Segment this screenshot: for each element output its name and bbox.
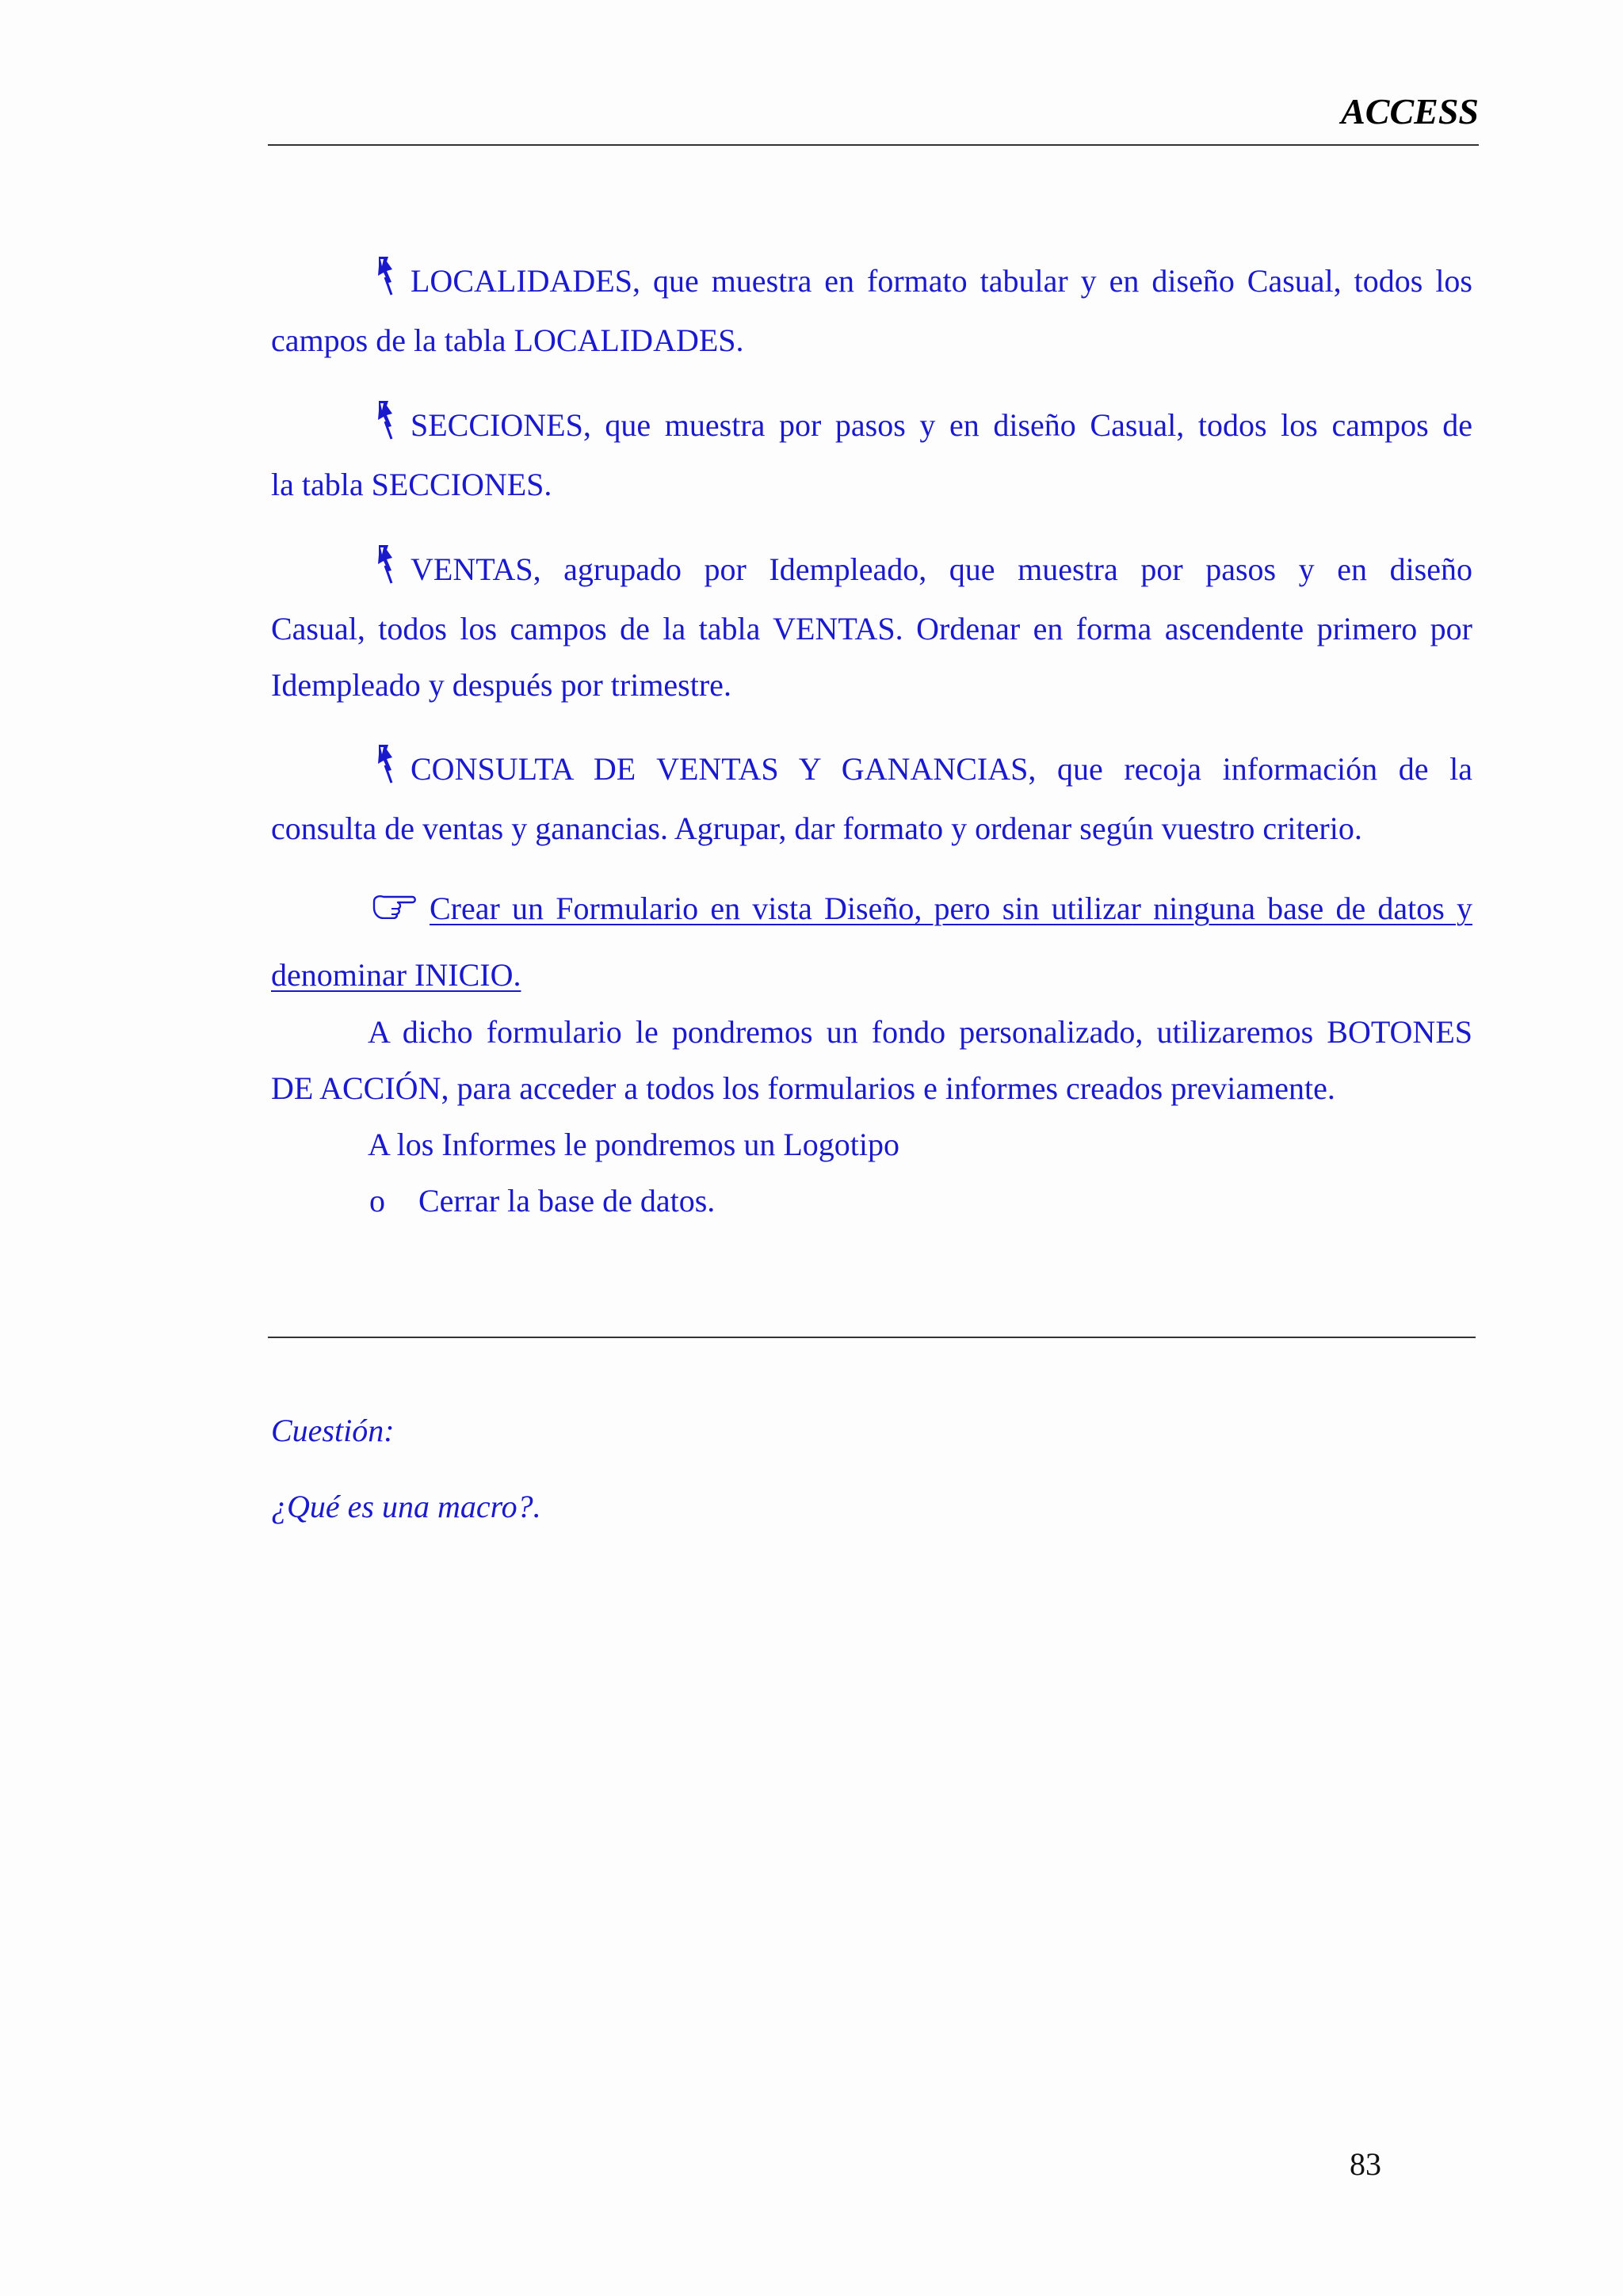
report-item-line: CONSULTA DE VENTAS Y GANANCIAS, que recoja información de la [411,751,1472,787]
report-item-line: VENTAS, agrupado por Idempleado, que muestra por pasos y en diseño [411,551,1472,587]
bullet-marker: o [369,1183,385,1219]
report-item-line: la tabla SECCIONES. [271,467,552,502]
pushpin-icon [371,743,401,784]
report-item-line: Casual, todos los campos de la tabla VENTAS. Ordenar en forma ascendente primero por [271,611,1472,646]
report-item-line: consulta de ventas y ganancias. Agrupar, dar formato y ordenar según vuestro criterio. [271,810,1362,846]
form-task-line: Crear un Formulario en vista Diseño, pero sin utilizar ninguna base de datos y [430,891,1472,926]
question-label: Cuestión: [271,1413,395,1448]
form-details-line: DE ACCIÓN, para acceder a todos los formularios e informes creados previamente. [271,1070,1335,1106]
pushpin-icon [371,543,401,585]
form-task-line: denominar INICIO. [271,957,521,993]
close-step-text: Cerrar la base de datos. [418,1183,716,1219]
form-details-line: A dicho formulario le pondremos un fondo personalizado, utilizaremos BOTONES [368,1014,1472,1050]
pushpin-icon [371,255,401,296]
page-header-title: ACCESS [1341,91,1479,132]
pushpin-icon [371,399,401,441]
page-number: 83 [1350,2146,1381,2182]
report-item-line: LOCALIDADES, que muestra en formato tabular y en diseño Casual, todos los [411,263,1472,299]
section-divider [268,1337,1476,1338]
report-item-line: SECCIONES, que muestra por pasos y en diseño Casual, todos los campos de [411,407,1472,443]
form-details-line: A los Informes le pondremos un Logotipo [368,1127,900,1162]
report-item-line: Idempleado y después por trimestre. [271,667,731,703]
header-divider [268,144,1479,146]
pointing-hand-icon [371,889,418,919]
question-text: ¿Qué es una macro?. [271,1489,541,1524]
report-item-line: campos de la tabla LOCALIDADES. [271,322,744,358]
